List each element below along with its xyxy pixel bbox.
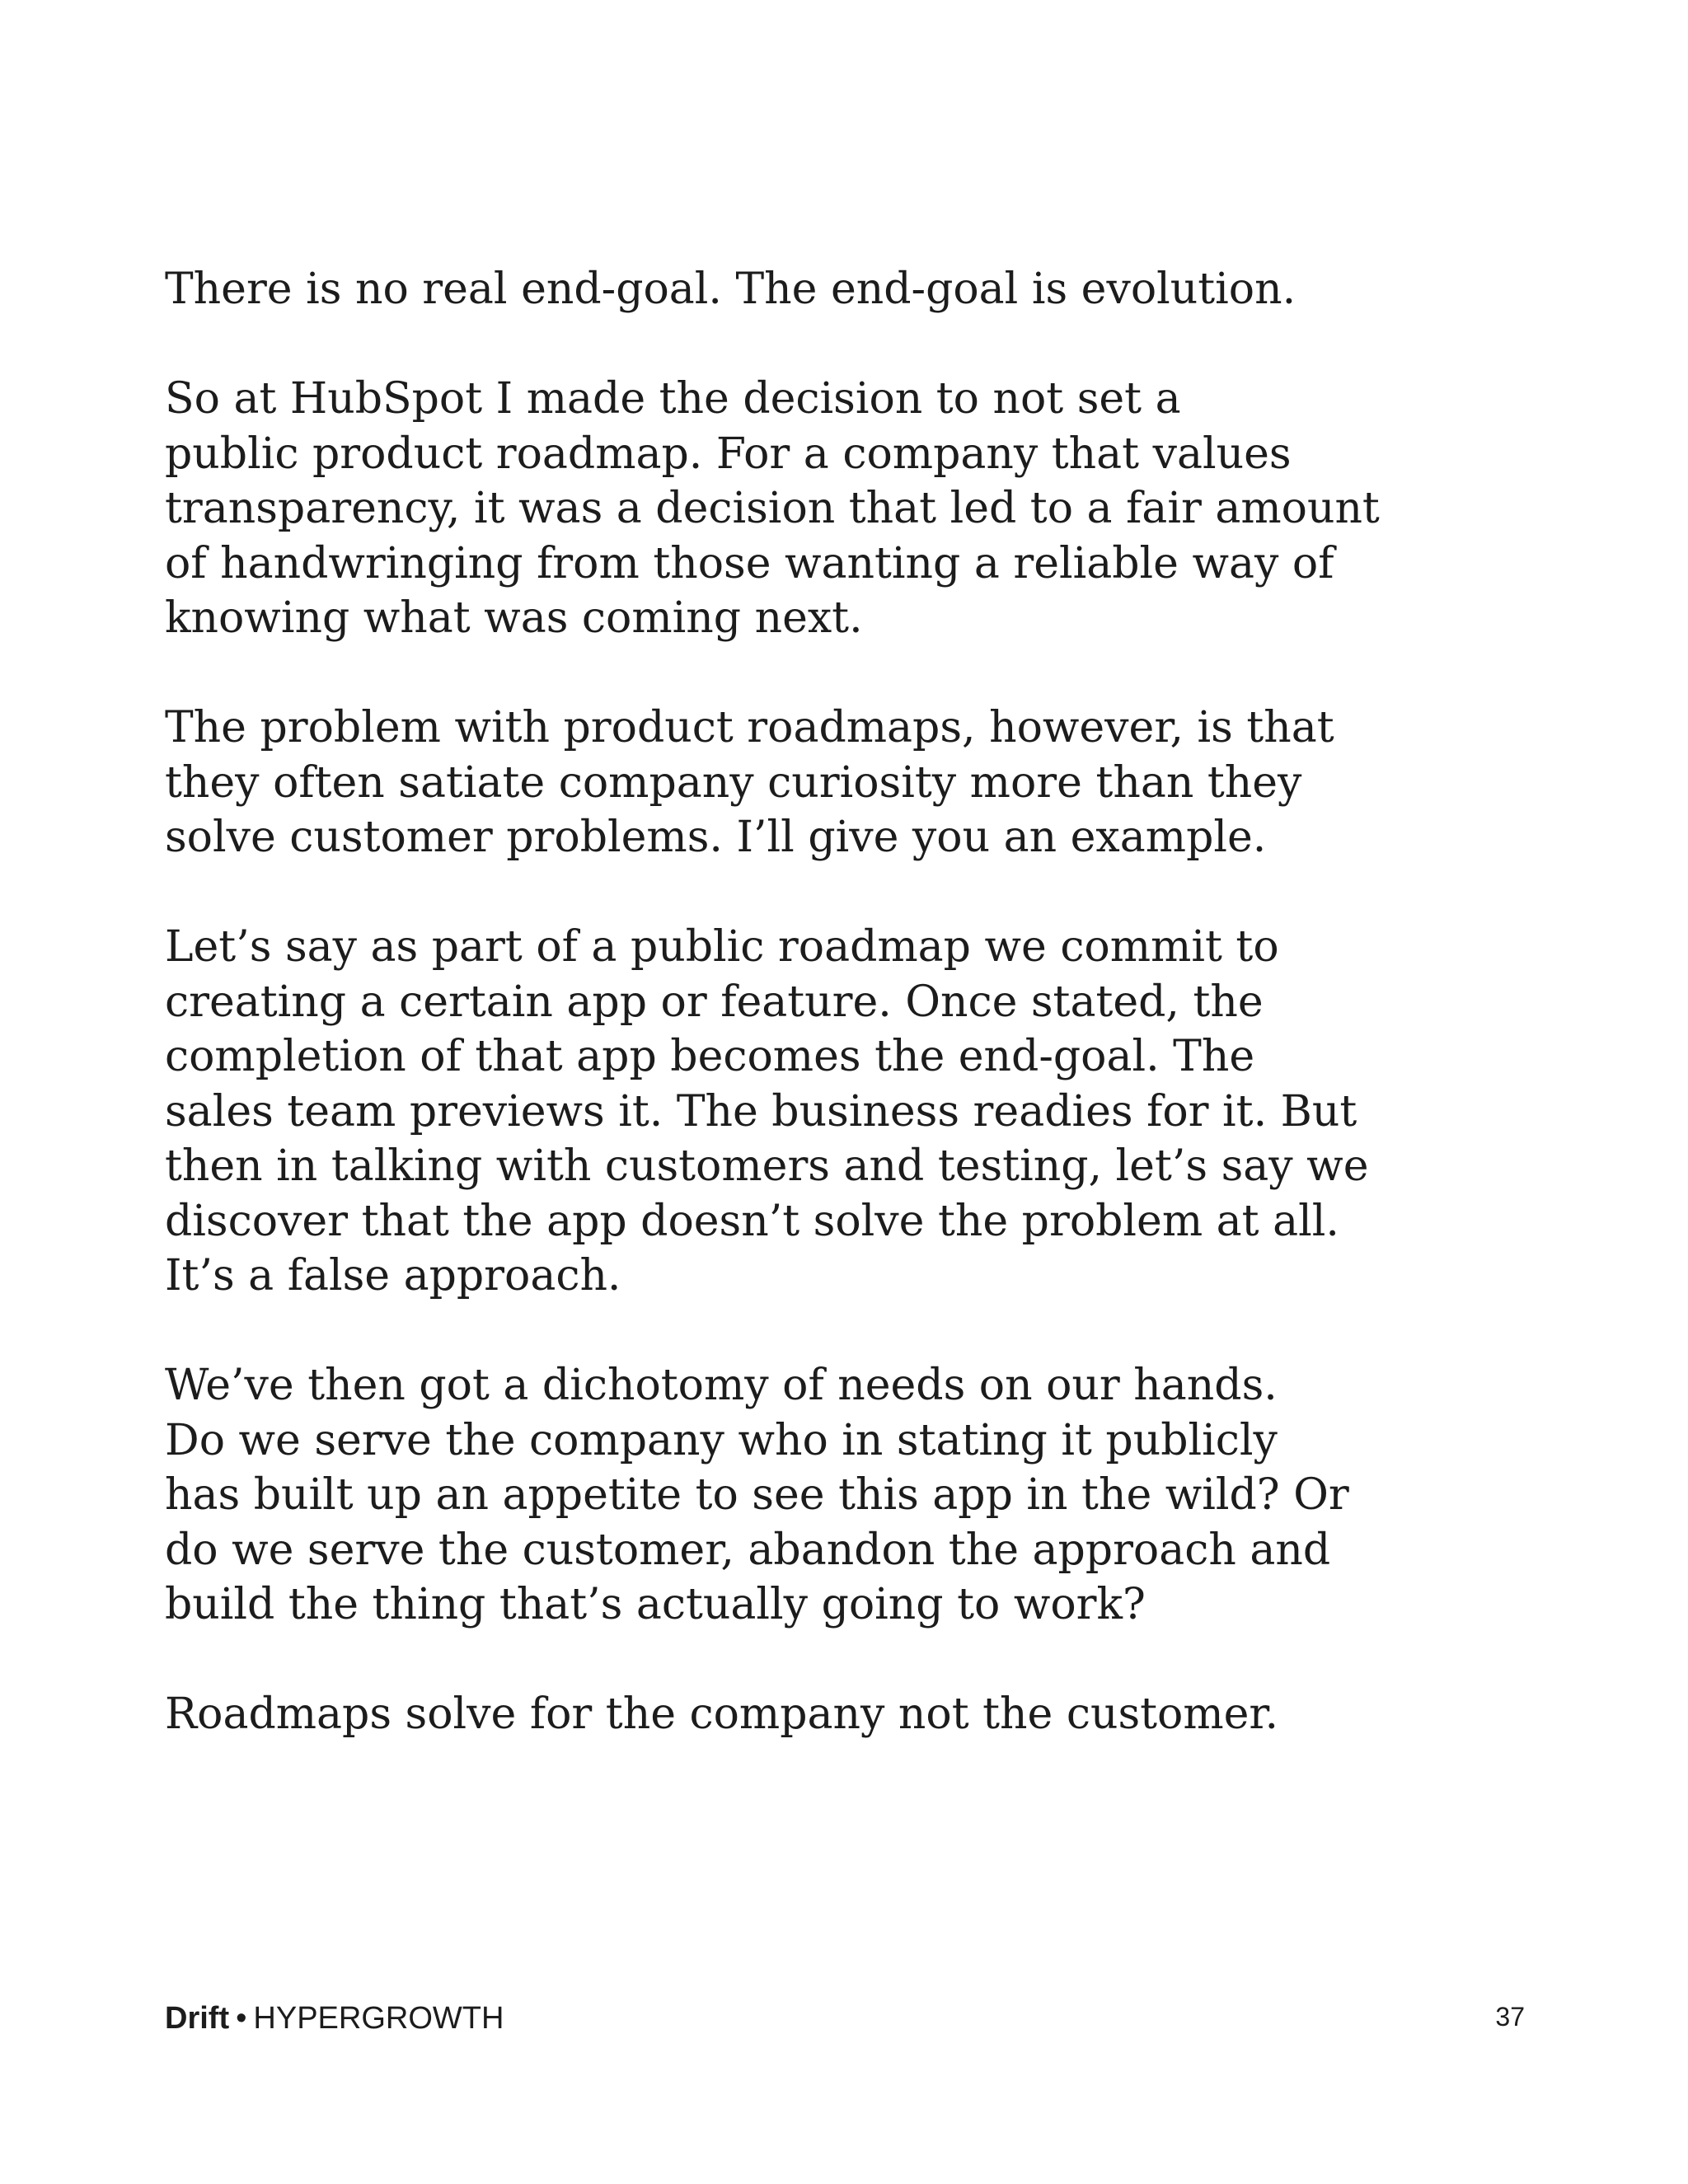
text-line: has built up an appetite to see this app in the wild? Or [165,1470,1349,1520]
text-line: We’ve then got a dichotomy of needs on our hands. [165,1361,1278,1410]
text-line: Let’s say as part of a public roadmap we commit to [165,922,1279,972]
paragraph [165,920,1369,1304]
text-line: then in talking with customers and testing, let’s say we [165,1141,1369,1191]
text-line: knowing what was coming next. [165,593,863,643]
text-line: of handwringing from those wanting a reliable way of [165,538,1334,588]
text-line: creating a certain app or feature. Once stated, the [165,977,1264,1027]
body-text [165,262,1380,1797]
text-line: It’s a false approach. [165,1251,621,1301]
text-line: public product roadmap. For a company that values [165,429,1292,479]
text-line: do we serve the customer, abandon the approach and [165,1525,1331,1575]
text-line: solve customer problems. I’ll give you an example. [165,813,1267,862]
paragraph [165,1358,1349,1633]
text-line: Roadmaps solve for the company not the customer. [165,1690,1279,1739]
text-line: discover that the app doesn’t solve the problem at all. [165,1196,1339,1246]
page-number: 37 [1495,2002,1525,2032]
text-line: they often satiate company curiosity more than they [165,757,1302,808]
footer-book-title: HYPERGROWTH [253,2001,504,2036]
text-line: transparency, it was a decision that led to a fair amount [165,484,1380,533]
text-line: completion of that app becomes the end-goal. The [165,1032,1255,1081]
text-line: sales team previews it. The business readies for it. But [165,1086,1357,1137]
text-line: So at HubSpot I made the decision to not set a [165,374,1181,424]
paragraph [165,701,1335,865]
text-line: There is no real end-goal. The end-goal is evolution. [165,265,1296,314]
text-line: Do we serve the company who in stating it publicly [165,1415,1278,1465]
paragraph [165,372,1380,646]
footer-separator: • [236,2001,247,2036]
footer-brand: Drift [165,2001,230,2036]
text-line: The problem with product roadmaps, however, is that [165,703,1334,752]
text-line: build the thing that’s actually going to work? [165,1580,1146,1629]
paragraph [165,262,1335,317]
footer-running-title [165,1999,504,2038]
paragraph [165,1687,1335,1742]
